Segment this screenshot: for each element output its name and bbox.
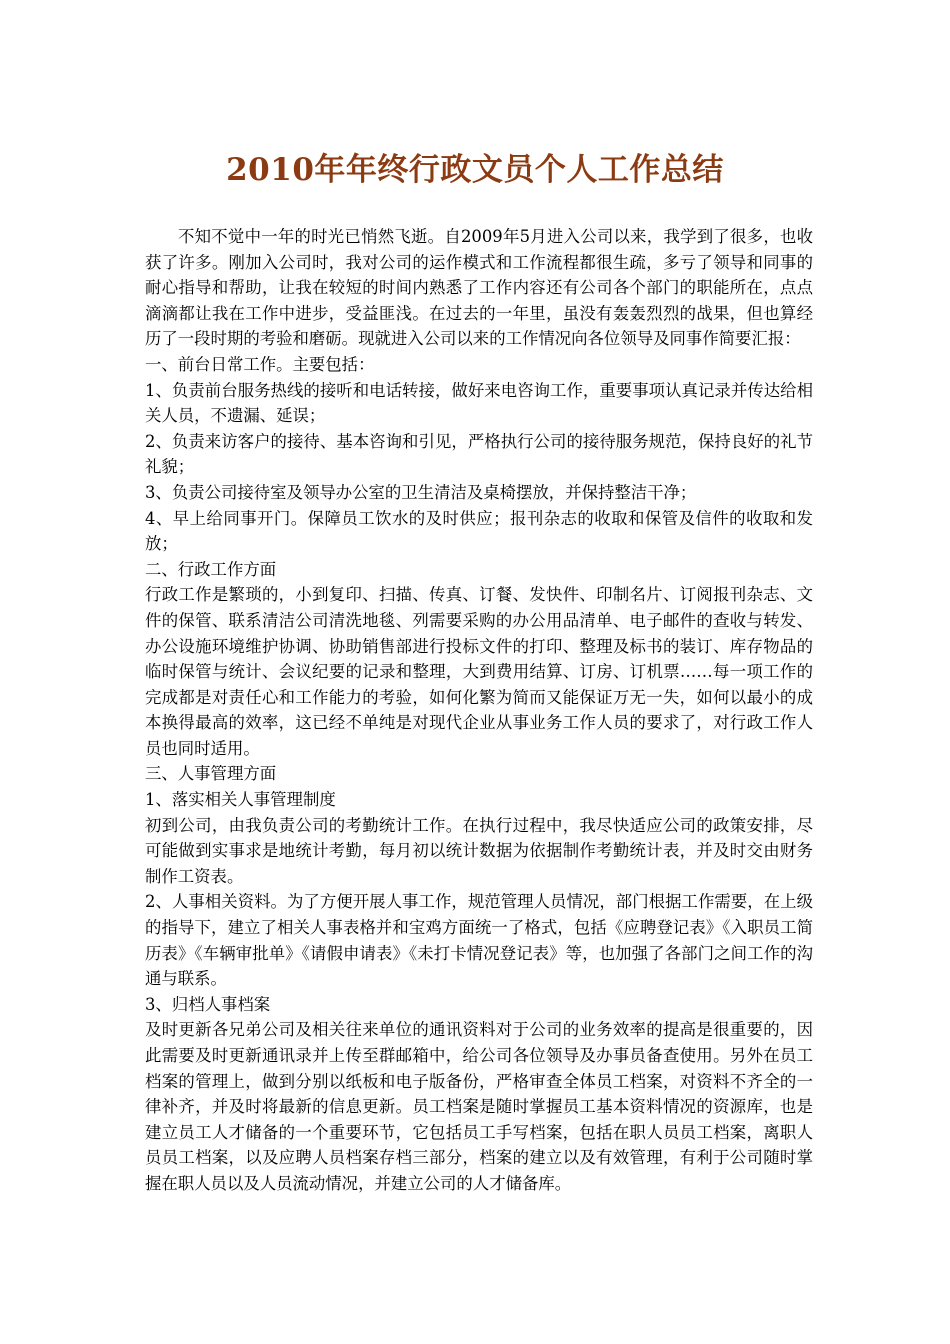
document-title: 2010年年终行政文员个人工作总结: [226, 151, 724, 188]
subheading: 3、归档人事档案: [145, 994, 271, 1014]
document-body: [145, 224, 813, 1197]
section-heading-front-desk: 一、前台日常工作。主要包括：: [145, 354, 375, 374]
section-heading-hr: 三、人事管理方面: [145, 764, 277, 784]
list-item: 2、负责来访客户的接待、基本咨询和引见，严格执行公司的接待服务规范，保持良好的礼节礼貌；: [145, 431, 813, 477]
body-paragraph: 初到公司，由我负责公司的考勤统计工作。在执行过程中，我尽快适应公司的政策安排，尽可能做到实事求是地统计考勤，每月初以统计数据为依据制作考勤统计表，并及时交由财务制作工资表。: [145, 815, 813, 886]
list-item: 1、负责前台服务热线的接听和电话转接，做好来电咨询工作，重要事项认真记录并传达给相关人员，不遗漏、延误；: [145, 380, 813, 426]
intro-paragraph: 不知不觉中一年的时光已悄然飞逝。自2009年5月进入公司以来，我学到了很多，也收获了许多。刚加入公司时，我对公司的运作模式和工作流程都很生疏，多亏了领导和同事的耐心指导和帮助，让我在较短的时间内熟悉了工作内容还有公司各个部门的职能所在，点点滴滴都让我在工作中进步，受益匪浅。在过去的一年里，虽没有轰轰烈烈的战果，但也算经历了一段时期的考验和磨砺。现就进入公司以来的工作情况向各位领导及同事作简要汇报：: [145, 227, 813, 349]
list-item: 4、早上给同事开门。保障员工饮水的及时供应；报刊杂志的收取和保管及信件的收取和发放；: [145, 508, 813, 554]
body-paragraph: 行政工作是繁琐的，小到复印、扫描、传真、订餐、发快件、印制名片、订阅报刊杂志、文件的保管、联系清洁公司清洗地毯、列需要采购的办公用品清单、电子邮件的查收与转发、办公设施环境维护协调、协助销售部进行投标文件的打印、整理及标书的装订、库存物品的临时保管与统计、会议纪要的记录和整理，大到费用结算、订房、订机票……每一项工作的完成都是对责任心和工作能力的考验，如何化繁为简而又能保证万无一失，如何以最小的成本换得最高的效率，这已经不单纯是对现代企业从事业务工作人员的要求了，对行政工作人员也同时适用。: [145, 585, 813, 758]
list-item: 2、人事相关资料。为了方便开展人事工作，规范管理人员情况，部门根据工作需要，在上级的指导下，建立了相关人事表格并和宝鸡方面统一了格式，包括《应聘登记表》《入职员工简历表》《车辆审批单》《请假申请表》《未打卡情况登记表》等，也加强了各部门之间工作的沟通与联系。: [145, 892, 813, 989]
subheading: 1、落实相关人事管理制度: [145, 790, 336, 810]
section-heading-administration: 二、行政工作方面: [145, 559, 277, 579]
list-item: 3、负责公司接待室及领导办公室的卫生清洁及桌椅摆放，并保持整洁干净；: [145, 482, 697, 502]
body-paragraph: 及时更新各兄弟公司及相关往来单位的通讯资料对于公司的业务效率的提高是很重要的，因此需要及时更新通讯录并上传至群邮箱中，给公司各位领导及办事员备查使用。另外在员工档案的管理上，做到分别以纸板和电子版备份，严格审查全体员工档案，对资料不齐全的一律补齐，并及时将最新的信息更新。员工档案是随时掌握员工基本资料情况的资源库，也是建立员工人才储备的一个重要环节，它包括员工手写档案，包括在职人员员工档案，离职人员员工档案，以及应聘人员档案存档三部分，档案的建立以及有效管理，有利于公司随时掌握在职人员以及人员流动情况，并建立公司的人才储备库。: [145, 1020, 813, 1193]
